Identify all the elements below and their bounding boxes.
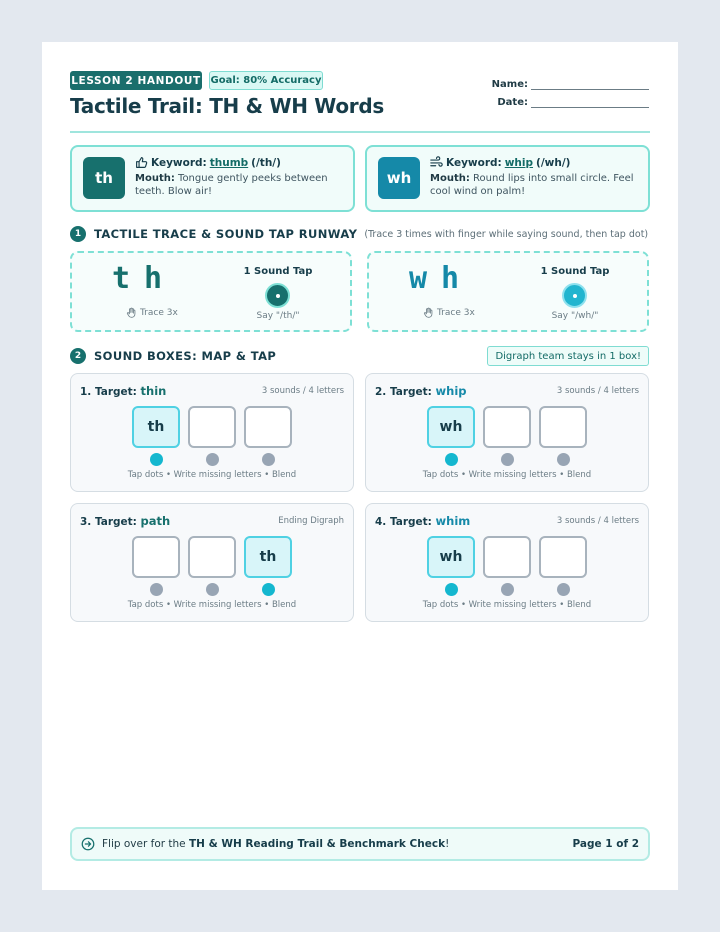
- page-footer: [70, 827, 650, 861]
- name-line[interactable]: [531, 80, 649, 90]
- tap-dots-row: [132, 583, 292, 596]
- digraph-tile-th: th: [83, 157, 125, 199]
- trace-label: Trace 3x: [437, 307, 475, 318]
- sound-box-instructions: Tap dots • Write missing letters • Blend: [127, 470, 297, 480]
- keyword-word: whip: [504, 156, 534, 169]
- sound-tap-label: 1 Sound Tap: [243, 266, 313, 277]
- keyword-heading: [135, 156, 281, 169]
- sound-count-meta: 3 sounds / 4 letters: [556, 516, 639, 526]
- keyword-sound: (/th/): [251, 156, 281, 169]
- keyword-card-th: [70, 145, 355, 212]
- trace-hint: [126, 307, 178, 318]
- header-divider: [70, 131, 650, 133]
- mouth-text: Round lips into small circle. Feel cool wind on palm!: [430, 173, 634, 197]
- sound-box[interactable]: [188, 406, 236, 448]
- thumbs-up-icon: [135, 156, 148, 169]
- tap-dot[interactable]: [262, 453, 275, 466]
- trace-letters[interactable]: th: [112, 261, 177, 296]
- tap-dot[interactable]: [557, 583, 570, 596]
- target-prefix: 2. Target:: [375, 386, 432, 398]
- date-field[interactable]: [497, 97, 649, 108]
- mouth-text: Tongue gently peeks between teeth. Blow air!: [135, 173, 328, 197]
- keyword-sound: (/wh/): [536, 156, 571, 169]
- trace-hint: [423, 307, 475, 318]
- mouth-instruction: [430, 172, 635, 198]
- tap-dot[interactable]: [445, 583, 458, 596]
- keyword-card-wh: [365, 145, 650, 212]
- sound-boxes-row: [132, 536, 292, 578]
- target-heading: [80, 384, 166, 398]
- sound-box-card: [365, 373, 649, 492]
- sound-box-card: [70, 503, 354, 622]
- sound-box[interactable]: [483, 536, 531, 578]
- section-1-heading: [70, 226, 648, 242]
- sound-box[interactable]: [539, 536, 587, 578]
- target-prefix: 4. Target:: [375, 516, 432, 528]
- date-line[interactable]: [531, 98, 649, 108]
- hand-icon: [126, 307, 137, 318]
- target-heading: [375, 384, 467, 398]
- target-word: path: [140, 514, 171, 528]
- digraph-tile-wh: wh: [378, 157, 420, 199]
- footer-bold: TH & WH Reading Trail & Benchmark Check: [188, 838, 446, 850]
- sound-box-instructions: Tap dots • Write missing letters • Blend: [422, 600, 592, 610]
- tap-dots-row: [132, 453, 292, 466]
- trace-label: Trace 3x: [140, 307, 178, 318]
- goal-badge: Goal: 80% Accuracy: [209, 71, 323, 90]
- sound-tap-label: 1 Sound Tap: [540, 266, 610, 277]
- digraph-tip-badge: Digraph team stays in 1 box!: [487, 346, 649, 366]
- section-title: SOUND BOXES: MAP & TAP: [94, 349, 277, 363]
- mouth-label: Mouth:: [135, 173, 175, 184]
- target-heading: [80, 514, 170, 528]
- target-word: thin: [140, 384, 167, 398]
- keyword-heading: [430, 156, 570, 169]
- sound-box[interactable]: wh: [427, 406, 475, 448]
- trace-letters[interactable]: wh: [409, 261, 474, 296]
- tap-dot[interactable]: [150, 453, 163, 466]
- sound-box[interactable]: [539, 406, 587, 448]
- tap-dot-center: [573, 294, 577, 298]
- tap-dots-row: [427, 583, 587, 596]
- sound-box[interactable]: [244, 406, 292, 448]
- sound-box-card: [365, 503, 649, 622]
- sound-box[interactable]: [132, 536, 180, 578]
- tap-dot[interactable]: [206, 453, 219, 466]
- sound-count-meta: 3 sounds / 4 letters: [261, 386, 344, 396]
- section-2-heading: [70, 348, 276, 364]
- sound-tap-dot[interactable]: [562, 283, 587, 308]
- sound-box[interactable]: th: [132, 406, 180, 448]
- footer-pre: Flip over for the: [102, 838, 186, 850]
- sound-count-meta: Ending Digraph: [278, 516, 344, 526]
- tap-dot[interactable]: [150, 583, 163, 596]
- sound-box-instructions: Tap dots • Write missing letters • Blend: [422, 470, 592, 480]
- tap-dot[interactable]: [501, 453, 514, 466]
- say-sound-label: Say "/th/": [256, 311, 300, 321]
- name-label: Name:: [491, 79, 528, 90]
- say-sound-label: Say "/wh/": [551, 311, 599, 321]
- page-title: Tactile Trail: TH & WH Words: [70, 94, 384, 118]
- keyword-label: Keyword:: [446, 156, 502, 169]
- target-word: whip: [435, 384, 467, 398]
- sound-count-meta: 3 sounds / 4 letters: [556, 386, 639, 396]
- sound-box[interactable]: [483, 406, 531, 448]
- tap-dot[interactable]: [206, 583, 219, 596]
- wind-icon: [430, 156, 443, 169]
- tap-dot[interactable]: [445, 453, 458, 466]
- sound-boxes-row: [132, 406, 292, 448]
- sound-boxes-row: [427, 406, 587, 448]
- arrow-right-circle-icon: [81, 837, 95, 851]
- tap-dots-row: [427, 453, 587, 466]
- section-number: 1: [70, 226, 86, 242]
- section-note: (Trace 3 times with finger while saying sound, then tap dot): [364, 228, 649, 240]
- section-title: TACTILE TRACE & SOUND TAP RUNWAY: [94, 227, 358, 241]
- handout-page: [42, 42, 678, 890]
- target-prefix: 3. Target:: [80, 516, 137, 528]
- target-prefix: 1. Target:: [80, 386, 137, 398]
- tap-dot[interactable]: [262, 583, 275, 596]
- mouth-label: Mouth:: [430, 173, 470, 184]
- page-number: Page 1 of 2: [572, 838, 639, 850]
- flip-over-note: [102, 838, 449, 850]
- sound-boxes-row: [427, 536, 587, 578]
- section-number: 2: [70, 348, 86, 364]
- name-field[interactable]: [492, 79, 649, 90]
- sound-tap-dot[interactable]: [265, 283, 290, 308]
- target-word: whim: [435, 514, 471, 528]
- sound-box[interactable]: [188, 536, 236, 578]
- target-heading: [375, 514, 470, 528]
- date-label: Date:: [497, 97, 528, 108]
- keyword-word: thumb: [209, 156, 249, 169]
- trace-runway-wh: [367, 251, 649, 332]
- sound-box-instructions: Tap dots • Write missing letters • Blend: [127, 600, 297, 610]
- sound-box-card: [70, 373, 354, 492]
- mouth-instruction: [135, 172, 340, 198]
- trace-runway-th: [70, 251, 352, 332]
- keyword-label: Keyword:: [151, 156, 207, 169]
- lesson-badge: LESSON 2 HANDOUT: [70, 71, 202, 90]
- hand-icon: [423, 307, 434, 318]
- tap-dot[interactable]: [501, 583, 514, 596]
- tap-dot[interactable]: [557, 453, 570, 466]
- sound-box[interactable]: th: [244, 536, 292, 578]
- tap-dot-center: [276, 294, 280, 298]
- sound-box[interactable]: wh: [427, 536, 475, 578]
- footer-post: !: [445, 838, 450, 850]
